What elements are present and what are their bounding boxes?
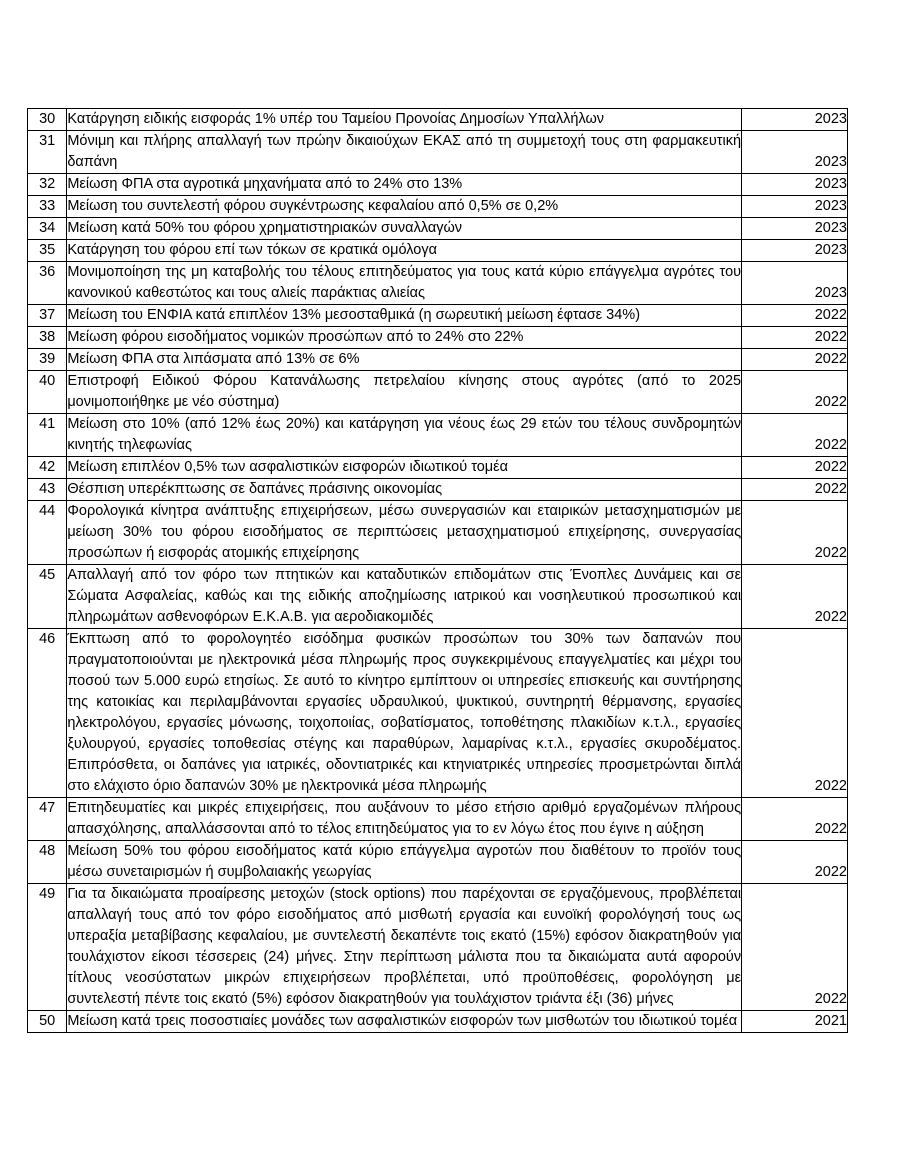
table-row xyxy=(28,109,848,131)
row-number: 44 xyxy=(28,501,67,565)
year-value: 2023 xyxy=(742,240,848,262)
row-number: 39 xyxy=(28,349,67,371)
table-row xyxy=(28,262,848,305)
table-row xyxy=(28,479,848,501)
tax-measures-table xyxy=(27,108,848,1033)
document-page xyxy=(27,108,848,1033)
measure-description: Μείωση κατά τρεις ποσοστιαίες μονάδες των ασφαλιστικών εισφορών των μισθωτών του ιδιωτικού τομέα xyxy=(67,1011,742,1033)
table-row xyxy=(28,565,848,629)
row-number: 50 xyxy=(28,1011,67,1033)
row-number: 35 xyxy=(28,240,67,262)
year-value: 2022 xyxy=(742,884,848,1011)
table-row xyxy=(28,240,848,262)
measure-description: Φορολογικά κίνητρα ανάπτυξης επιχειρήσεων, μέσω συνεργασιών και εταιρικών μετασχηματισμών με μείωση 30% του φόρου εισοδήματος σε περιπτώσεις μετασχηματισμού επιχείρησης, συνεργασίας προσώπων ή εισφοράς ατομικής επιχείρησης xyxy=(67,501,742,565)
row-number: 41 xyxy=(28,414,67,457)
row-number: 37 xyxy=(28,305,67,327)
table-row xyxy=(28,798,848,841)
measure-description: Για τα δικαιώματα προαίρεσης μετοχών (stock options) που παρέχονται σε εργαζόμενους, προβλέπεται απαλλαγή τους από τον φόρο εισοδήματος από μισθωτή εργασία και ευνοϊκή φορολόγησή τους ως υπεραξία μεταβίβασης κεφαλαίου, με συντελεστή δεκαπέντε τοις εκατό (15%) εφόσον διακρατηθούν για τουλάχιστον είκοσι τέσσερεις (24) μήνες. Στην περίπτωση μάλιστα που τα δικαιώματα αυτά αφορούν τίτλους νεοσύστατων μικρών επιχειρήσεων προβλέπεται, υπό προϋποθέσεις, φορολόγηση με συντελεστή πέντε τοις εκατό (5%) εφόσον διακρατηθούν για τουλάχιστον τριάντα έξι (36) μήνες xyxy=(67,884,742,1011)
row-number: 43 xyxy=(28,479,67,501)
measure-description: Έκπτωση από το φορολογητέο εισόδημα φυσικών προσώπων του 30% των δαπανών που πραγματοποιούνται με ηλεκτρονικά μέσα πληρωμής προς συγκεκριμένους επαγγελματίες και μέχρι του ποσού των 5.000 ευρώ ετησίως. Σε αυτό το κίνητρο εμπίπτουν οι υπηρεσίες επισκευής και συντήρησης της κατοικίας και περιλαμβάνονται εργασίες υδραυλικού, ψυκτικού, συντηρητή θέρμανσης, εργασίες ηλεκτρολόγου, εργασίες μόνωσης, τοιχοποιίας, σοβατίσματος, τοποθέτησης πλακιδίων κ.τ.λ., εργασίες ξυλουργού, εργασίες τοποθεσίας στέγης και παραθύρων, λαμαρίνας κ.τ.λ., εργασίες σκυροδέματος. Επιπρόσθετα, οι δαπάνες για ιατρικές, οδοντιατρικές και κτηνιατρικές υπηρεσίες προσμετρώνται διπλά στο ελάχιστο όριο δαπανών 30% με ηλεκτρονικά μέσα πληρωμής xyxy=(67,629,742,798)
row-number: 31 xyxy=(28,131,67,174)
year-value: 2022 xyxy=(742,629,848,798)
year-value: 2023 xyxy=(742,131,848,174)
table-row xyxy=(28,174,848,196)
year-value: 2023 xyxy=(742,218,848,240)
row-number: 36 xyxy=(28,262,67,305)
table-row xyxy=(28,884,848,1011)
measure-description: Μείωση φόρου εισοδήματος νομικών προσώπων από το 24% στο 22% xyxy=(67,327,742,349)
year-value: 2022 xyxy=(742,798,848,841)
tax-measures-table-body xyxy=(28,109,848,1033)
table-row xyxy=(28,371,848,414)
row-number: 32 xyxy=(28,174,67,196)
year-value: 2023 xyxy=(742,174,848,196)
table-row xyxy=(28,841,848,884)
year-value: 2022 xyxy=(742,457,848,479)
measure-description: Μείωση ΦΠΑ στα αγροτικά μηχανήματα από το 24% στο 13% xyxy=(67,174,742,196)
year-value: 2022 xyxy=(742,349,848,371)
row-number: 40 xyxy=(28,371,67,414)
year-value: 2023 xyxy=(742,196,848,218)
table-row xyxy=(28,131,848,174)
measure-description: Μείωση 50% του φόρου εισοδήματος κατά κύριο επάγγελμα αγροτών που διαθέτουν το προϊόν τους μέσω συνεταιρισμών ή συμβολαιακής γεωργίας xyxy=(67,841,742,884)
table-row xyxy=(28,1011,848,1033)
measure-description: Μείωση κατά 50% του φόρου χρηματιστηριακών συναλλαγών xyxy=(67,218,742,240)
year-value: 2022 xyxy=(742,841,848,884)
measure-description: Επιστροφή Ειδικού Φόρου Κατανάλωσης πετρελαίου κίνησης στους αγρότες (από το 2025 μονιμοποιήθηκε με νέο σύστημα) xyxy=(67,371,742,414)
measure-description: Μείωση στο 10% (από 12% έως 20%) και κατάργηση για νέους έως 29 ετών του τέλους συνδρομητών κινητής τηλεφωνίας xyxy=(67,414,742,457)
table-row xyxy=(28,218,848,240)
measure-description: Μείωση ΦΠΑ στα λιπάσματα από 13% σε 6% xyxy=(67,349,742,371)
table-row xyxy=(28,501,848,565)
year-value: 2022 xyxy=(742,305,848,327)
row-number: 42 xyxy=(28,457,67,479)
row-number: 30 xyxy=(28,109,67,131)
measure-description: Κατάργηση ειδικής εισφοράς 1% υπέρ του Ταμείου Προνοίας Δημοσίων Υπαλλήλων xyxy=(67,109,742,131)
year-value: 2022 xyxy=(742,327,848,349)
table-row xyxy=(28,414,848,457)
measure-description: Μονιμοποίηση της μη καταβολής του τέλους επιτηδεύματος για τους κατά κύριο επάγγελμα αγρότες του κανονικού καθεστώτος και τους αλιείς παράκτιας αλιείας xyxy=(67,262,742,305)
row-number: 34 xyxy=(28,218,67,240)
row-number: 38 xyxy=(28,327,67,349)
measure-description: Μείωση του ΕΝΦΙΑ κατά επιπλέον 13% μεσοσταθμικά (η σωρευτική μείωση έφτασε 34%) xyxy=(67,305,742,327)
table-row xyxy=(28,196,848,218)
measure-description: Μόνιμη και πλήρης απαλλαγή των πρώην δικαιούχων ΕΚΑΣ από τη συμμετοχή τους στη φαρμακευτική δαπάνη xyxy=(67,131,742,174)
measure-description: Επιτηδευματίες και μικρές επιχειρήσεις, που αυξάνουν το μέσο ετήσιο αριθμό εργαζομένων πλήρους απασχόλησης, απαλλάσσονται από το τέλος επιτηδεύματος για το εν λόγω έτος που έγινε η αύξηση xyxy=(67,798,742,841)
year-value: 2022 xyxy=(742,371,848,414)
measure-description: Κατάργηση του φόρου επί των τόκων σε κρατικά ομόλογα xyxy=(67,240,742,262)
measure-description: Μείωση επιπλέον 0,5% των ασφαλιστικών εισφορών ιδιωτικού τομέα xyxy=(67,457,742,479)
year-value: 2022 xyxy=(742,414,848,457)
measure-description: Θέσπιση υπερέκπτωσης σε δαπάνες πράσινης οικονομίας xyxy=(67,479,742,501)
table-row xyxy=(28,349,848,371)
row-number: 48 xyxy=(28,841,67,884)
year-value: 2023 xyxy=(742,109,848,131)
year-value: 2023 xyxy=(742,262,848,305)
table-row xyxy=(28,305,848,327)
row-number: 33 xyxy=(28,196,67,218)
measure-description: Απαλλαγή από τον φόρο των πτητικών και καταδυτικών επιδομάτων στις Ένοπλες Δυνάμεις και σε Σώματα Ασφαλείας, καθώς και της ειδικής αποζημίωσης ιατρικού και νοσηλευτικού προσωπικού και πληρωμάτων ασθενοφόρων Ε.Κ.Α.Β. για αεροδιακομιδές xyxy=(67,565,742,629)
measure-description: Μείωση του συντελεστή φόρου συγκέντρωσης κεφαλαίου από 0,5% σε 0,2% xyxy=(67,196,742,218)
table-row xyxy=(28,457,848,479)
year-value: 2022 xyxy=(742,501,848,565)
row-number: 49 xyxy=(28,884,67,1011)
row-number: 47 xyxy=(28,798,67,841)
year-value: 2022 xyxy=(742,479,848,501)
table-row xyxy=(28,629,848,798)
table-row xyxy=(28,327,848,349)
row-number: 46 xyxy=(28,629,67,798)
year-value: 2022 xyxy=(742,565,848,629)
row-number: 45 xyxy=(28,565,67,629)
year-value: 2021 xyxy=(742,1011,848,1033)
